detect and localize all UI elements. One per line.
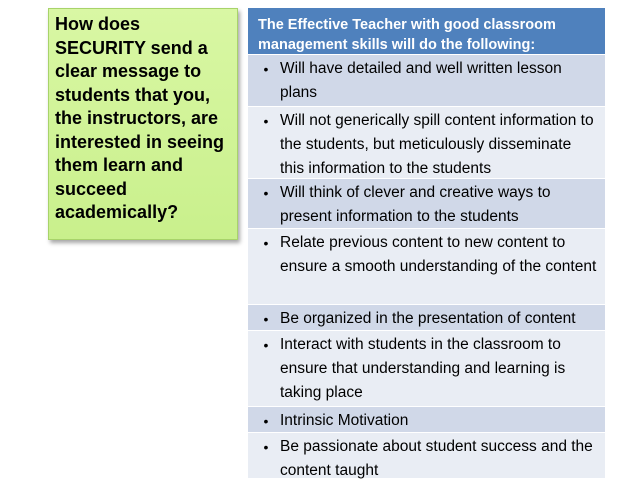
row-text: Intrinsic Motivation xyxy=(280,412,409,429)
bullet-icon: • xyxy=(263,61,269,77)
row-text: Will think of clever and creative ways to present information to the students xyxy=(280,184,551,225)
row-text: Will not generically spill content information to the students, but meticulously disseminate this information to the students xyxy=(280,112,594,177)
table-row xyxy=(248,304,605,330)
question-text: How does SECURITY send a clear message to students that you, the instructors, are interested in seeing them learn and succeed academically? xyxy=(55,14,225,222)
teacher-skills-table xyxy=(248,8,605,478)
bullet-icon: • xyxy=(263,235,269,251)
bullet-icon: • xyxy=(263,337,269,353)
table-row xyxy=(248,178,605,228)
row-text: Interact with students in the classroom to ensure that understanding and learning is taking place xyxy=(280,336,566,401)
bullet-icon: • xyxy=(263,185,269,201)
row-text: Be passionate about student success and the content taught xyxy=(280,438,593,479)
row-text: Will have detailed and well written lesson plans xyxy=(280,60,562,101)
bullet-icon: • xyxy=(263,413,269,429)
table-row xyxy=(248,228,605,304)
table-row xyxy=(248,432,605,478)
table-row xyxy=(248,330,605,406)
question-callout-box xyxy=(48,8,238,240)
bullet-icon: • xyxy=(263,439,269,455)
row-text: Be organized in the presentation of content xyxy=(280,310,576,327)
table-row xyxy=(248,406,605,432)
table-header: The Effective Teacher with good classroom management skills will do the following: xyxy=(248,8,605,54)
table-row xyxy=(248,54,605,106)
bullet-icon: • xyxy=(263,113,269,129)
table-row xyxy=(248,106,605,178)
bullet-icon: • xyxy=(263,311,269,327)
row-text: Relate previous content to new content to ensure a smooth understanding of the content xyxy=(280,234,597,275)
